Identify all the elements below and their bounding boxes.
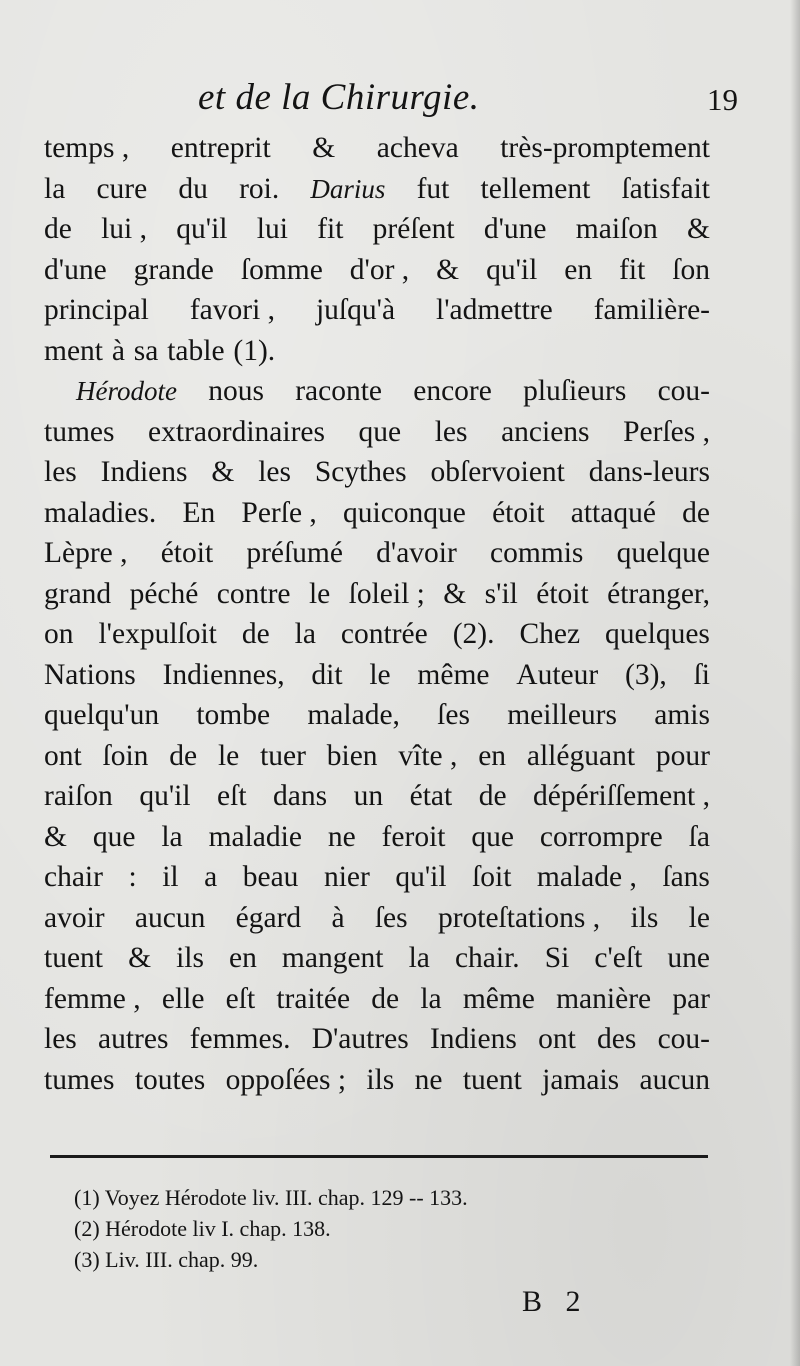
text-line [44,290,710,331]
word: anciens [501,415,590,448]
body-text [44,128,710,1100]
word: vîte , [398,739,458,772]
word: du [178,172,208,205]
word: par [672,982,710,1015]
word: table [167,334,225,367]
word: corrompre [539,820,663,853]
word: roi. [239,172,280,205]
word: ils [630,901,659,934]
word: tuent [462,1063,522,1096]
word: qu'il [486,253,538,286]
word: une [667,942,710,974]
word: de [44,213,72,245]
word: elle [161,982,205,1015]
text-line [44,979,710,1020]
text-line [44,817,710,858]
word: dit [311,658,343,691]
word: Hérodote [76,376,177,406]
word: jamais [542,1063,620,1096]
word: Chez [519,618,581,650]
word: état [409,780,453,812]
word: ils [176,942,204,974]
word: D'autres [311,1023,409,1055]
word: ment [44,334,103,367]
word: péché [129,577,199,610]
word: fit [317,213,344,245]
word: dépériſſement , [533,780,710,812]
word: : [128,861,137,893]
word: lui , [101,213,148,245]
word: ne [414,1063,443,1096]
word: grande [133,253,214,286]
word: dans-leurs [588,456,710,488]
word: étoit [536,577,589,610]
word: malade, [307,699,400,731]
word: Nations [44,658,136,691]
word: traitée [276,982,351,1015]
word: le [217,739,240,772]
word: cou- [657,1023,710,1055]
word: beau [242,861,299,893]
word: l'expulſoit [98,618,217,650]
word: quiconque [343,496,466,529]
word: des [597,1023,637,1055]
text-line [44,169,710,210]
word: un [353,780,384,812]
word: entreprit [170,132,271,164]
word: lui [256,213,288,245]
footnote-3: (3) Liv. III. chap. 99. [74,1247,259,1272]
text-line [44,574,710,615]
word: ſon [672,253,710,286]
word: temps , [44,132,130,164]
word: ſi [693,658,710,691]
word: raconte [295,375,382,407]
word: encore [413,375,492,407]
word: contre [216,577,291,610]
word: quelque [616,537,710,569]
word: les [258,456,291,488]
word: familière- [593,294,710,326]
word: le [688,901,710,934]
word: & [211,456,235,488]
word: & [686,213,710,245]
word: de [169,739,198,772]
word: & [436,253,460,286]
text-line [44,614,710,655]
word: En [182,496,216,529]
word: juſqu'à [315,294,396,326]
word: (2). [452,618,495,650]
word: à [331,901,345,934]
word: tuer [260,739,306,772]
word: (3), [625,658,667,691]
word: aucun [134,901,206,934]
word: meilleurs [507,699,617,731]
text-line [44,533,710,574]
word: ont [44,739,82,772]
word: tumes [44,415,115,448]
word: maiſon [575,213,658,245]
word: ſomme [240,253,323,286]
word: ſoleil ; [348,577,425,610]
word: étranger, [607,577,710,610]
word: tellement [480,172,591,205]
word: même [462,982,535,1015]
word: proteſtations , [437,901,601,934]
word: fit [619,253,646,286]
word: ne [327,820,356,853]
word: de [371,982,400,1015]
word: mangent [281,942,384,974]
word: très-promptement [500,132,710,164]
word: les [44,456,77,488]
word: étoit [492,496,545,529]
word: les [44,1023,77,1055]
word: aucun [639,1063,710,1096]
running-head: et de la Chirurgie. [198,77,480,118]
word: femmes. [189,1023,291,1055]
word: chair. [454,942,520,974]
text-line [44,1060,710,1101]
word: quelqu'un [44,699,160,731]
footnote-2: (2) Hérodote liv I. chap. 138. [74,1216,331,1241]
word: amis [654,699,710,731]
word: quelques [605,618,710,650]
word: tumes [44,1063,115,1096]
word: s'il [484,577,518,610]
word: Lèpre , [44,537,128,569]
word: Perſe , [241,496,317,529]
word: préſumé [246,537,343,569]
word: cure [96,172,148,205]
word: eſt [217,780,247,812]
word: ont [538,1023,576,1055]
text-line [44,898,710,939]
word: alléguant [526,739,636,772]
word: extraordinaires [148,415,325,448]
word: la [294,618,316,650]
word: en [478,739,507,772]
word: nier [323,861,370,893]
word: Darius [310,173,386,204]
word: qu'il [395,861,447,893]
text-line [44,857,710,898]
word: pour [655,739,710,772]
word: ſa [688,820,710,853]
word: & [312,132,336,164]
word: Perſes , [623,415,710,448]
text-line [44,412,710,453]
word: ſans [662,861,710,893]
footnote-1: (1) Voyez Hérodote liv. III. chap. 129 -- 133. [74,1185,468,1210]
word: ſoin [102,739,149,772]
text-line [44,493,710,534]
text-line [44,776,710,817]
word: attaqué [570,496,656,529]
word: cou- [657,375,710,407]
word: que [358,415,402,448]
word: d'une [44,253,107,286]
word: eſt [225,982,256,1015]
word: il [162,861,179,893]
footnote-rule [50,1155,708,1158]
word: même [417,658,490,691]
word: favori , [189,294,276,326]
word: ſes [437,699,470,731]
word: sa [133,334,159,367]
word: bien [326,739,378,772]
word: fut [416,172,450,205]
word: a [204,861,218,893]
text-line [44,331,710,372]
word: la [161,820,183,853]
word: tuent [44,942,103,974]
word: & [128,942,152,974]
word: c'eſt [594,942,643,974]
word: Si [544,942,570,974]
signature-mark: B 2 [522,1285,589,1318]
word: (1). [233,334,276,367]
word: ſatisfait [621,172,710,205]
word: malade , [536,861,637,893]
word: Indiens [429,1023,517,1055]
word: grand [44,577,112,610]
word: que [471,820,514,853]
page-header [48,76,738,126]
word: raiſon [44,780,113,812]
word: Indiennes, [162,658,285,691]
word: acheva [376,132,459,164]
word: commis [490,537,584,569]
word: femme , [44,982,141,1015]
word: on [44,618,74,650]
word: contrée [340,618,428,650]
word: ils [366,1063,395,1096]
text-line [44,695,710,736]
word: les [434,415,468,448]
word: de [478,780,507,812]
word: toutes [134,1063,206,1096]
word: maladies. [44,496,157,529]
word: à [111,334,125,367]
word: préſent [372,213,455,245]
word: & [44,820,67,853]
word: dans [273,780,328,812]
text-line [44,128,710,169]
word: Auteur [516,658,599,691]
word: avoir [44,901,105,934]
word: l'admettre [436,294,553,326]
word: oppoſées ; [225,1063,347,1096]
text-line [44,938,710,979]
text-line [44,655,710,696]
word: la [44,172,66,205]
word: autres [98,1023,169,1055]
word: principal [44,294,149,326]
text-line [44,736,710,777]
word: chair [44,861,103,893]
word: de [682,496,710,529]
text-line [44,1019,710,1060]
word: en [564,253,593,286]
word: la [408,942,430,974]
text-line [44,452,710,493]
text-line [44,250,710,291]
word: tombe [196,699,271,731]
word: obſervoient [430,456,565,488]
word: en [229,942,257,974]
text-line [44,209,710,250]
word: le [308,577,331,610]
word: qu'il [176,213,228,245]
word: ſes [374,901,408,934]
word: maladie [208,820,302,853]
word: pluſieurs [523,375,627,407]
word: & [443,577,467,610]
word: qu'il [139,780,191,812]
word: Indiens [100,456,188,488]
text-line [44,371,710,412]
footnotes [74,1182,674,1275]
word: que [92,820,136,853]
word: Scythes [314,456,407,488]
word: ſoit [472,861,512,893]
word: manière [556,982,652,1015]
word: égard [235,901,302,934]
page-number: 19 [707,82,738,117]
word: la [420,982,442,1015]
word: feroit [381,820,446,853]
word: nous [208,375,264,407]
word: d'une [483,213,547,245]
word: de [241,618,270,650]
word: étoit [160,537,214,569]
word: le [369,658,391,691]
word: d'avoir [376,537,457,569]
word: d'or , [349,253,410,286]
